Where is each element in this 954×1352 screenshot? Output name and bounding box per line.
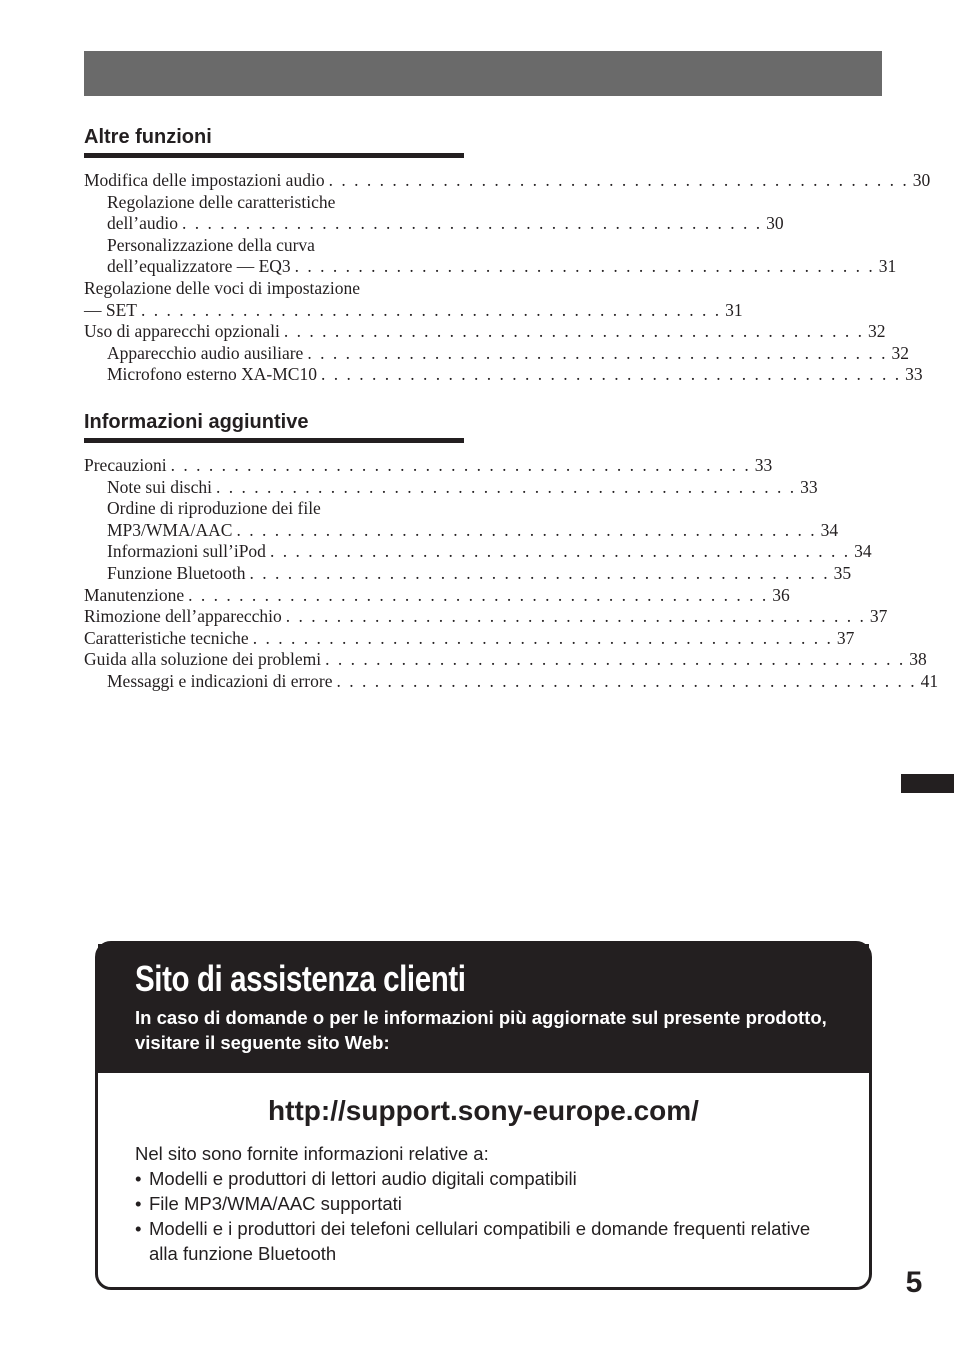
toc-entry bbox=[84, 342, 909, 365]
toc-list bbox=[84, 455, 939, 693]
toc-entry bbox=[84, 584, 790, 607]
toc-section-informazioni-aggiuntive bbox=[84, 410, 939, 693]
toc-entry bbox=[84, 256, 897, 278]
toc-section-altre-funzioni bbox=[84, 125, 931, 386]
toc-entry-page: 34 bbox=[854, 541, 872, 562]
toc-entry-page: 35 bbox=[833, 562, 852, 583]
toc-entry-title: Manutenzione bbox=[84, 584, 185, 605]
support-bullet-item bbox=[135, 1216, 832, 1266]
toc-leader-dots: . . . . . . . . . . . . . . . . . . . . . . . . . . . . . . . . . . . . . . . . . . . . . . bbox=[141, 299, 722, 320]
support-bullet-text: Modelli e produttori di lettori audio digitali compatibili bbox=[149, 1168, 577, 1189]
toc-entry bbox=[84, 278, 464, 300]
toc-entry-title: Regolazione delle voci di impostazione bbox=[84, 277, 361, 298]
toc-entry bbox=[84, 299, 743, 322]
bullet-icon: • bbox=[135, 1168, 142, 1189]
support-intro: In caso di domande o per le informazioni più aggiornate sul presente prodotto, visitare il seguente sito Web: bbox=[135, 1007, 827, 1053]
toc-entry-page: 38 bbox=[909, 649, 927, 670]
toc-entry-page: 32 bbox=[891, 342, 909, 363]
toc-entry bbox=[84, 235, 464, 257]
toc-leader-dots: . . . . . . . . . . . . . . . . . . . . . . . . . . . . . . . . . . . . . . . . . . . . . . bbox=[294, 256, 875, 277]
toc-entry-page: 30 bbox=[766, 213, 784, 234]
toc-entry bbox=[84, 213, 784, 235]
toc-entry-title: Personalizzazione della curva bbox=[107, 234, 315, 255]
toc-entry bbox=[84, 455, 773, 477]
toc-entry-page: 30 bbox=[912, 170, 931, 190]
toc-leader-dots: . . . . . . . . . . . . . . . . . . . . . . . . . . . . . . . . . . . . . . . . . . . . . . bbox=[328, 170, 909, 190]
toc-entry-title: Uso di apparecchi opzionali bbox=[84, 321, 280, 342]
toc-leader-dots: . . . . . . . . . . . . . . . . . . . . . . . . . . . . . . . . . . . . . . . . . . . . . . bbox=[325, 649, 906, 670]
toc-entry-page: 33 bbox=[754, 455, 773, 475]
support-bullet-list bbox=[135, 1166, 832, 1266]
bullet-icon: • bbox=[135, 1218, 142, 1239]
toc-entry bbox=[84, 364, 923, 386]
toc-leader-dots: . . . . . . . . . . . . . . . . . . . . . . . . . . . . . . . . . . . . . . . . . . . . . . bbox=[320, 364, 902, 385]
toc-entry-title: Modifica delle impostazioni audio bbox=[84, 170, 325, 190]
toc-entry-title: dell’audio bbox=[107, 213, 178, 234]
toc-entry-title: Informazioni sull’iPod bbox=[107, 541, 266, 562]
support-box-header bbox=[98, 944, 869, 1073]
toc-entry-title: Funzione Bluetooth bbox=[107, 562, 246, 583]
toc-leader-dots: . . . . . . . . . . . . . . . . . . . . . . . . . . . . . . . . . . . . . . . . . . . . . . bbox=[269, 541, 851, 562]
toc-entry-title: Precauzioni bbox=[84, 455, 167, 475]
toc-entry-title: — SET bbox=[84, 299, 137, 320]
toc-entry-title: Messaggi e indicazioni di errore bbox=[107, 670, 333, 691]
toc-section-heading: Informazioni aggiuntive bbox=[84, 410, 464, 443]
toc-entry-title: Regolazione delle caratteristiche bbox=[107, 191, 336, 212]
toc-entry bbox=[84, 498, 464, 520]
toc-entry-title: Caratteristiche tecniche bbox=[84, 627, 249, 648]
page-number: 5 bbox=[905, 1266, 923, 1299]
toc-entry-title: Microfono esterno XA-MC10 bbox=[107, 364, 317, 385]
toc-entry bbox=[84, 192, 464, 214]
toc-entry-title: Rimozione dell’apparecchio bbox=[84, 606, 282, 627]
toc-entry-page: 31 bbox=[878, 256, 897, 277]
toc-entry-page: 41 bbox=[920, 670, 939, 691]
toc-entry bbox=[84, 476, 818, 499]
toc-entry bbox=[84, 627, 855, 650]
toc-leader-dots: . . . . . . . . . . . . . . . . . . . . . . . . . . . . . . . . . . . . . . . . . . . . . . bbox=[181, 213, 763, 234]
toc-section-heading: Altre funzioni bbox=[84, 125, 464, 158]
toc-entry-page: 36 bbox=[772, 584, 790, 605]
customer-support-box bbox=[95, 941, 872, 1290]
toc-entry-title: Guida alla soluzione dei problemi bbox=[84, 649, 322, 670]
toc-entry bbox=[84, 170, 931, 192]
toc-entry-title: Apparecchio audio ausiliare bbox=[107, 342, 304, 363]
support-bullet-text: File MP3/WMA/AAC supportati bbox=[149, 1193, 402, 1214]
toc-entry bbox=[84, 562, 852, 585]
toc-entry-title: Note sui dischi bbox=[107, 476, 212, 497]
toc-leader-dots: . . . . . . . . . . . . . . . . . . . . . . . . . . . . . . . . . . . . . . . . . . . . . . bbox=[188, 584, 769, 605]
toc-leader-dots: . . . . . . . . . . . . . . . . . . . . . . . . . . . . . . . . . . . . . . . . . . . . . . bbox=[170, 455, 751, 475]
toc-leader-dots: . . . . . . . . . . . . . . . . . . . . . . . . . . . . . . . . . . . . . . . . . . . . . . bbox=[283, 321, 864, 342]
toc-entry-title: MP3/WMA/AAC bbox=[107, 519, 233, 540]
toc-entry bbox=[84, 649, 927, 671]
toc-entry-page: 37 bbox=[836, 627, 855, 648]
support-bullet-text: Modelli e i produttori dei telefoni cellulari compatibili e domande frequenti relative alla funzione Bluetooth bbox=[149, 1218, 811, 1264]
toc-entry bbox=[84, 541, 872, 563]
toc-entry-page: 37 bbox=[869, 606, 888, 627]
support-title: Sito di assistenza clienti bbox=[135, 958, 466, 999]
support-box-body bbox=[98, 1093, 869, 1266]
toc-entry-title: Ordine di riproduzione dei file bbox=[107, 498, 321, 519]
bullet-icon: • bbox=[135, 1193, 142, 1214]
toc-entry-page: 33 bbox=[905, 364, 923, 385]
toc-leader-dots: . . . . . . . . . . . . . . . . . . . . . . . . . . . . . . . . . . . . . . . . . . . . . . bbox=[216, 476, 797, 497]
toc-entry bbox=[84, 321, 886, 343]
support-lead-text: Nel sito sono fornite informazioni relative a: bbox=[135, 1143, 489, 1164]
toc-list bbox=[84, 170, 931, 386]
section-header-bar bbox=[84, 51, 882, 96]
language-thumb-tab bbox=[901, 774, 954, 793]
toc-entry-title: dell’equalizzatore — EQ3 bbox=[107, 256, 291, 277]
toc-leader-dots: . . . . . . . . . . . . . . . . . . . . . . . . . . . . . . . . . . . . . . . . . . . . . . bbox=[285, 606, 866, 627]
toc-entry bbox=[84, 670, 939, 693]
toc-leader-dots: . . . . . . . . . . . . . . . . . . . . . . . . . . . . . . . . . . . . . . . . . . . . . . bbox=[307, 342, 888, 363]
toc-entry-page: 33 bbox=[800, 476, 818, 497]
toc-leader-dots: . . . . . . . . . . . . . . . . . . . . . . . . . . . . . . . . . . . . . . . . . . . . . . bbox=[249, 562, 830, 583]
toc-entry bbox=[84, 606, 888, 628]
toc-leader-dots: . . . . . . . . . . . . . . . . . . . . . . . . . . . . . . . . . . . . . . . . . . . . . . bbox=[236, 519, 817, 540]
toc-entry-page: 32 bbox=[867, 321, 886, 342]
toc-leader-dots: . . . . . . . . . . . . . . . . . . . . . . . . . . . . . . . . . . . . . . . . . . . . . . bbox=[336, 670, 917, 691]
toc-entry-page: 34 bbox=[820, 519, 839, 540]
toc-entry-page: 31 bbox=[725, 299, 743, 320]
toc-leader-dots: . . . . . . . . . . . . . . . . . . . . . . . . . . . . . . . . . . . . . . . . . . . . . . bbox=[252, 627, 833, 648]
support-url-link[interactable]: http://support.sony-europe.com/ bbox=[268, 1095, 699, 1126]
support-bullet-item bbox=[135, 1166, 832, 1191]
support-bullet-item bbox=[135, 1191, 832, 1216]
toc-entry bbox=[84, 519, 839, 542]
